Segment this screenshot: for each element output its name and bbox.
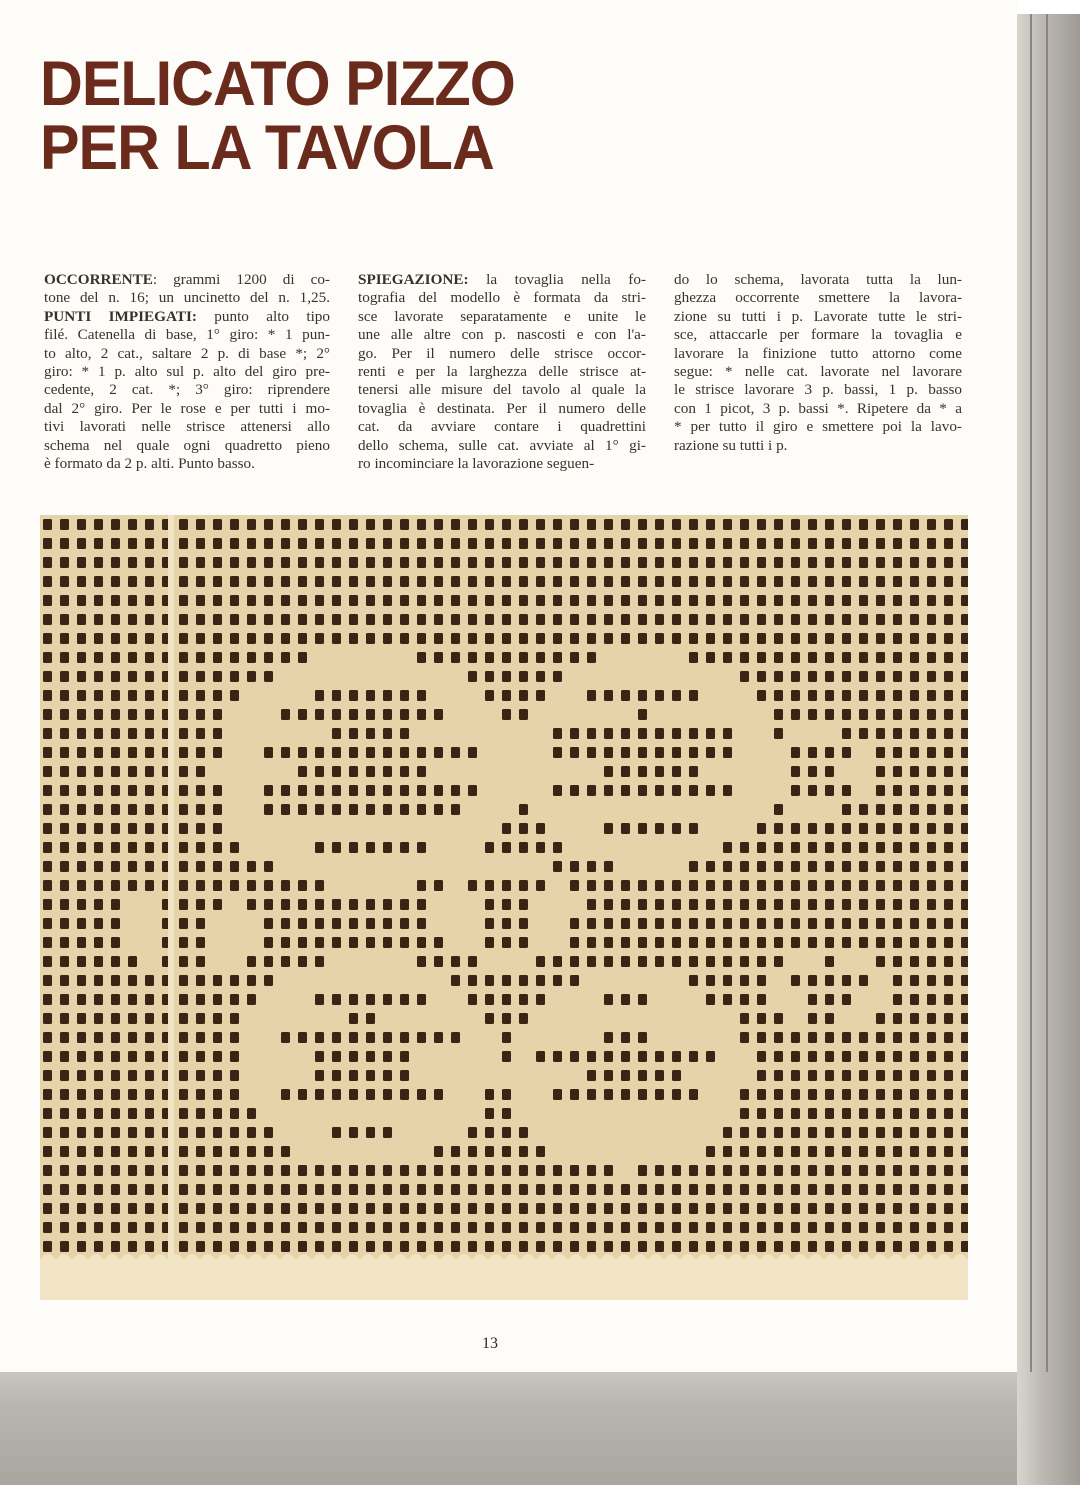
page-spine-shadow [1017,0,1080,1485]
text-line: tone del n. 16; un uncinetto del n. 1,25. [44,289,330,307]
bold-heading: SPIEGAZIONE: [358,271,469,288]
text-line: zione su tutti i p. Lavorate tutte le stri- [674,307,962,325]
picot-edge [40,1254,968,1300]
lace-photo [40,515,968,1300]
text-line: dal 2° giro. Per le rose e per tutti i mo- [44,399,330,417]
page-edge-line [1030,0,1032,1372]
text-line: une alle altre con p. nascosti e con l'a- [358,326,646,344]
text-line: OCCORRENTE: grammi 1200 di co- [44,271,330,288]
text-line: to alto, 2 cat., saltare 2 p. di base *; 2° [44,344,330,362]
page-number: 13 [482,1335,498,1352]
bold-heading: OCCORRENTE [44,271,153,288]
scan-bottom-shadow [0,1372,1017,1485]
text-column-1 [44,271,330,473]
page-edge-line [1046,0,1048,1372]
text-line: filé. Catenella di base, 1° giro: * 1 pun- [44,326,330,344]
text-column-2 [358,271,646,473]
text-line: renti e per la larghezza delle strisce at- [358,363,646,381]
bold-heading: PUNTI IMPIEGATI: [44,307,197,325]
text-line: tenersi alle misure del tavolo al quale la [358,381,646,399]
text-line: cat. da avviare contare i quadrettini [358,418,646,436]
text-line: tivi lavorati nelle strisce attenersi allo [44,418,330,436]
text-line: dello schema, sulle cat. avviate al 1° gi- [358,436,646,454]
filet-lace-image [40,515,968,1300]
text-line: con 1 picot, 3 p. bassi *. Ripetere da * a [674,399,962,417]
text-line: lavorare la finizione tutto attorno come [674,344,962,362]
text-line: cedente, 2 cat. *; 3° giro: riprendere [44,381,330,399]
text-line: giro: * 1 p. alto sul p. alto del giro pre- [44,363,330,381]
text-line: è formato da 2 p. alti. Punto basso. [44,455,255,473]
text-column-3 [674,271,962,455]
title-line-1: DELICATO PIZZO [40,49,515,119]
text-line: go. Per il numero delle strisce occor- [358,344,646,362]
text-line: segue: * nelle cat. lavorate nel lavorare [674,363,962,381]
text-line: * per tutto il giro e smettere poi la lavo- [674,418,962,436]
text-line: ro incominciare la lavorazione seguen- [358,455,595,473]
text-line: sce, attaccarle per formare la tovaglia e [674,326,962,344]
text-line: schema nel quale ogni quadretto pieno [44,436,330,454]
text-line: tografia del modello è formata da stri- [358,289,646,307]
text-line: ghezza occorrente smettere la lavora- [674,289,962,307]
top-margin [1017,0,1080,14]
text-line: do lo schema, lavorata tutta la lun- [674,271,962,288]
page-title [40,49,515,183]
strip-seam [168,515,174,1300]
text-line: SPIEGAZIONE: la tovaglia nella fo- [358,271,646,288]
text-line: tovaglia è destinata. Per il numero delle [358,399,646,417]
text-line: le strisce lavorare 3 p. bassi, 1 p. basso [674,381,962,399]
text-line: sce lavorate separatamente e unite le [358,307,646,325]
text-line: razione su tutti i p. [674,436,788,454]
text-line: PUNTI IMPIEGATI: punto alto tipo [44,307,330,325]
title-line-2: PER LA TAVOLA [40,113,494,183]
